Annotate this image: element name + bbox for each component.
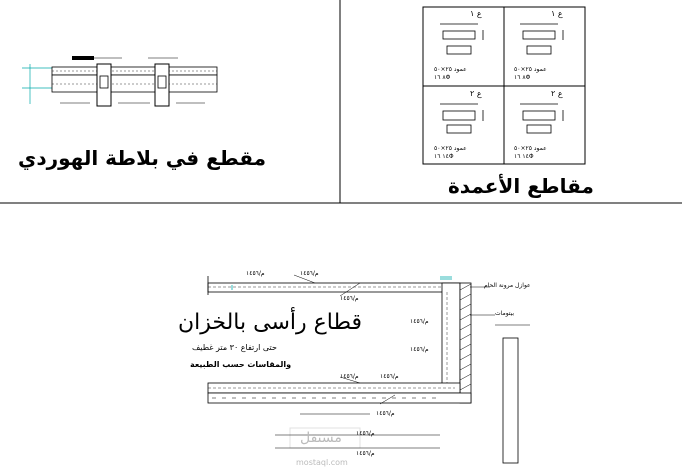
column-note-4a: عمود ٢٥×٥٠ bbox=[514, 145, 547, 152]
column-section-2 bbox=[520, 24, 563, 54]
column-section-4 bbox=[520, 104, 563, 133]
column-note-2b: ٨ ١٦Φ bbox=[514, 74, 531, 81]
tank-top-rebar-label-1: م/١٤٥٦ bbox=[246, 270, 265, 277]
tank-base-rebar-label-2: م/١٤٥٦ bbox=[356, 430, 375, 437]
columns-title: مقاطع الأعمدة bbox=[448, 174, 594, 198]
column-tag-1: ع ١ bbox=[470, 9, 482, 18]
tank-top-rebar-label-3: م/١٤٥٦ bbox=[340, 295, 359, 302]
column-note-3a: عمود ٢٥×٥٠ bbox=[434, 145, 467, 152]
tank-base-rebar-label-3: م/١٤٥٦ bbox=[356, 450, 375, 457]
column-note-3b: ١٤ ١٦Φ bbox=[434, 153, 454, 160]
column-note-1a: عمود ٢٥×٥٠ bbox=[434, 66, 467, 73]
tank-insulation-label: عوازل مرونة الحام bbox=[484, 282, 531, 289]
tank-base-rebar-label-1: م/١٤٥٦ bbox=[376, 410, 395, 417]
column-tag-3: ع ٢ bbox=[470, 89, 482, 98]
tank-floor-rebar-label-1: م/١٤٥٦ bbox=[340, 373, 359, 380]
tank-wall-rebar-label-1: م/١٤٥٦ bbox=[410, 318, 429, 325]
tank-note-line2: والمقاسات حسب الطبيعة bbox=[190, 360, 292, 369]
columns-table bbox=[423, 7, 585, 164]
tank-note-line1: حتى ارتفاع ٣٠ متر غطيف bbox=[192, 343, 277, 352]
watermark-text: مستقل bbox=[300, 430, 342, 446]
slab-section-title: مقطع في بلاطة الهوردي bbox=[18, 146, 267, 170]
column-note-1b: ٨ ١٦Φ bbox=[434, 74, 451, 81]
column-note-4b: ١٤ ١٦Φ bbox=[514, 153, 534, 160]
watermark-subtext: mostaql.com bbox=[296, 458, 348, 467]
tank-floor-rebar-label-2: م/١٤٥٦ bbox=[380, 373, 399, 380]
tank-top-rebar-label-2: م/١٤٥٦ bbox=[300, 270, 319, 277]
column-section-1 bbox=[440, 24, 483, 54]
tank-section-title: قطاع رأسى بالخزان bbox=[178, 310, 363, 335]
hourdi-slab-drawing bbox=[22, 56, 217, 106]
column-tag-4: ع ٢ bbox=[551, 89, 563, 98]
tank-wall-rebar-label-2: م/١٤٥٦ bbox=[410, 346, 429, 353]
column-note-2a: عمود ٢٥×٥٠ bbox=[514, 66, 547, 73]
column-section-3 bbox=[440, 104, 483, 133]
tank-parapet-label: بيتومات bbox=[495, 310, 515, 317]
column-tag-2: ع ١ bbox=[551, 9, 563, 18]
